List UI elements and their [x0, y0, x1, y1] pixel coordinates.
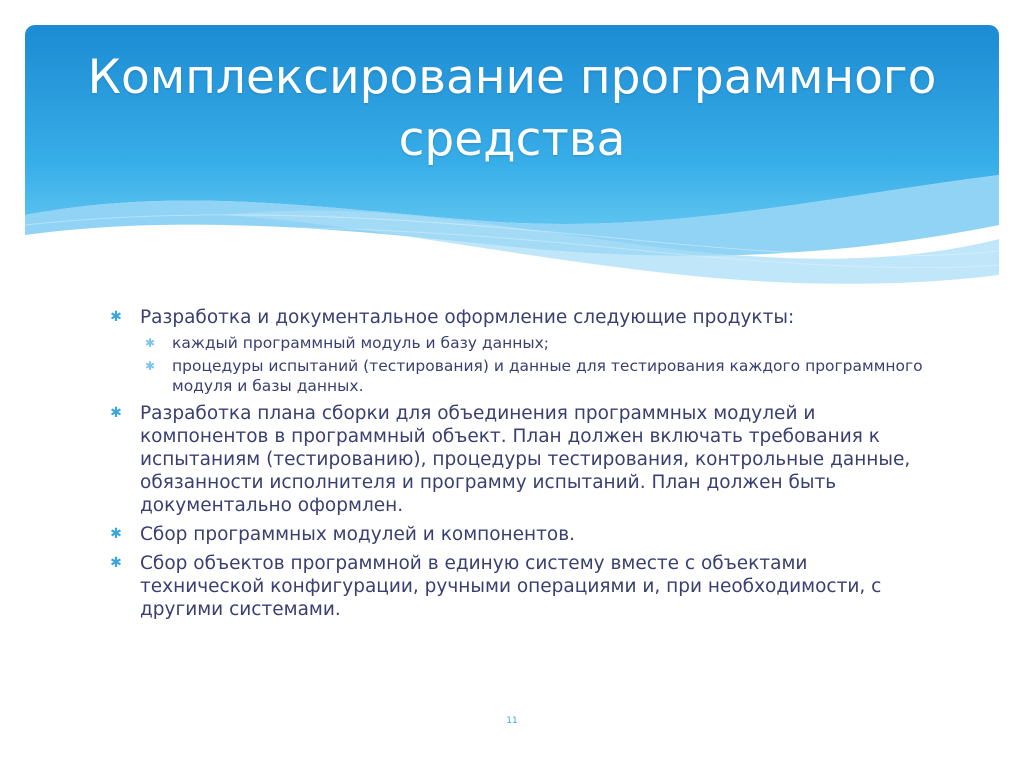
page-number: 11 — [506, 716, 518, 726]
asterisk-bullet-icon: ✱ — [110, 405, 122, 421]
bullet-list — [106, 306, 936, 621]
sub-bullet-list — [140, 333, 936, 396]
asterisk-bullet-icon: ✱ — [110, 309, 122, 325]
sub-list-item — [140, 333, 936, 353]
list-item-text: Сбор объектов программной в единую систему вместе с объектами технической конфигурации, ручными операциями и, при необходимости, с другими системами. — [140, 553, 882, 620]
sub-list-item-text: каждый программный модуль и базу данных; — [172, 334, 550, 352]
list-item — [106, 402, 936, 517]
list-item — [106, 552, 936, 621]
list-item-text: Разработка плана сборки для объединения программных модулей и компонентов в программный объект. План должен включать требования к испытаниям (тестированию), процедуры тестирования, контрольные данные, обязанности исполнителя и программу испытаний. План должен быть документально оформлен. — [140, 403, 911, 516]
sub-list-item — [140, 356, 936, 396]
asterisk-bullet-icon: ✱ — [144, 336, 156, 350]
list-item-text: Сбор программных модулей и компонентов. — [140, 524, 576, 545]
list-item — [106, 306, 936, 396]
list-item — [106, 523, 936, 546]
asterisk-bullet-icon: ✱ — [110, 526, 122, 542]
slide-title: Комплексирование программного средства — [87, 50, 937, 167]
asterisk-bullet-icon: ✱ — [144, 359, 156, 373]
slide-content — [106, 306, 936, 627]
list-item-text: Разработка и документальное оформление следующие продукты: — [140, 307, 795, 328]
title-banner — [25, 25, 999, 293]
sub-list-item-text: процедуры испытаний (тестирования) и данные для тестирования каждого программного модуля и базы данных. — [172, 357, 923, 395]
asterisk-bullet-icon: ✱ — [110, 555, 122, 571]
